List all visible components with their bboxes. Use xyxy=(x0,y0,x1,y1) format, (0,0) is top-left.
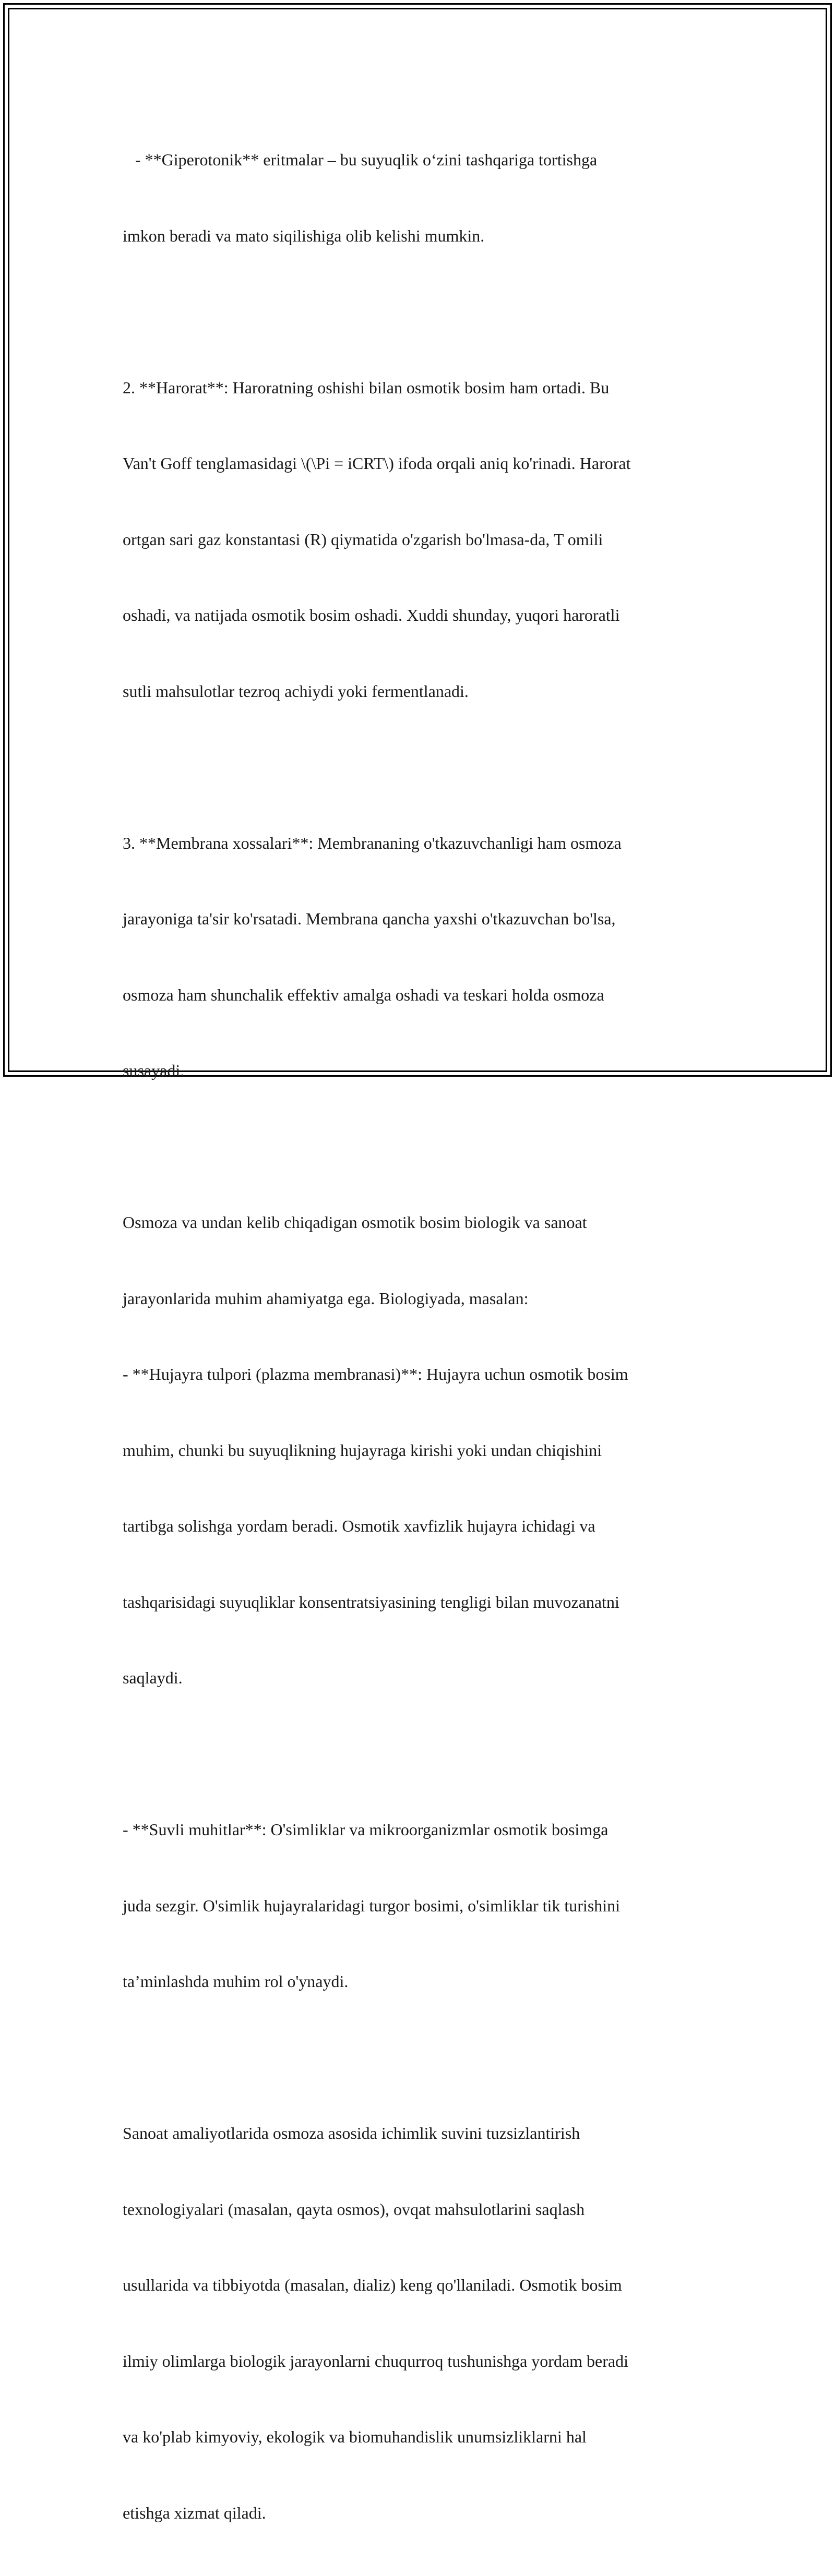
document-body xyxy=(123,97,723,2576)
text-line: 2. **Harorat**: Haroratning oshishi bilan osmotik bosim ham ortadi. Bu xyxy=(123,378,610,397)
text-line: osmoza ham shunchalik effektiv amalga oshadi va teskari holda osmoza xyxy=(123,985,604,1004)
text-line: etishga xizmat qiladi. xyxy=(123,2503,266,2522)
paragraph-aquatic xyxy=(123,1766,723,2045)
text-line: tashqarisidagi suyuqliklar konsentratsiyasining tengligi bilan muvozanatni xyxy=(123,1592,619,1611)
text-line: Sanoat amaliyotlarida osmoza asosida ichimlik suvini tuzsizlantirish xyxy=(123,2124,580,2142)
text-line: texnologiyalari (masalan, qayta osmos), ovqat mahsulotlarini saqlash xyxy=(123,2199,585,2219)
text-line: ilmiy olimlarga biologik jarayonlarni chuqurroq tushunishga yordam beradi xyxy=(123,2351,628,2370)
text-line: jarayoniga ta'sir ko'rsatadi. Membrana qancha yaxshi o'tkazuvchan bo'lsa, xyxy=(123,909,616,928)
text-line: tartibga solishga yordam beradi. Osmotik xavfizlik hujayra ichidagi va xyxy=(123,1516,595,1535)
text-line: - **Giperotonik** eritmalar – bu suyuqlik o‘zini tashqariga tortishga xyxy=(123,150,598,169)
text-line: - **Hujayra tulpori (plazma membranasi)**: Hujayra uchun osmotik bosim xyxy=(123,1365,628,1383)
text-line: - **Suvli muhitlar**: O'simliklar va mikroorganizmlar osmotik bosimga xyxy=(123,1820,609,1839)
text-line: Osmoza va undan kelib chiqadigan osmotik bosim biologik va sanoat xyxy=(123,1213,587,1232)
text-line: usullarida va tibbiyotda (masalan, dializ) keng qo'llaniladi. Osmotik bosim xyxy=(123,2276,622,2294)
text-line: juda sezgir. O'simlik hujayralaridagi turgor bosimi, o'simliklar tik turishini xyxy=(123,1896,621,1915)
text-line: Van't Goff tenglamasidagi \(\Pi = iCRT\) ifoda orqali aniq ko'rinadi. Harorat xyxy=(123,454,631,473)
text-line: muhim, chunki bu suyuqlikning hujayraga kirishi yoki undan chiqishini xyxy=(123,1440,602,1460)
text-line: oshadi, va natijada osmotik bosim oshadi. Xuddi shunday, yuqori haroratli xyxy=(123,606,620,624)
text-line: 3. **Membrana xossalari**: Membrananing o'tkazuvchanligi ham osmoza xyxy=(123,833,622,852)
text-line: sutli mahsulotlar tezroq achiydi yoki fermentlanadi. xyxy=(123,681,469,701)
text-line: imkon beradi va mato siqilishiga olib kelishi mumkin. xyxy=(123,226,485,245)
paragraph-industry xyxy=(123,2070,723,2576)
text-line: ortgan sari gaz konstantasi (R) qiymatida o'zgarish bo'lmasa-da, T omili xyxy=(123,529,603,549)
text-line: va ko'plab kimyoviy, ekologik va biomuhandislik unumsizliklarni hal xyxy=(123,2427,587,2446)
paragraph-hypertonic xyxy=(123,97,723,299)
text-line: ta’minlashda muhim rol o'ynaydi. xyxy=(123,1972,349,1991)
text-line: jarayonlarida muhim ahamiyatga ega. Biologiyada, masalan: xyxy=(123,1289,529,1308)
paragraph-temperature xyxy=(123,324,723,755)
paragraph-biology xyxy=(123,1159,723,1741)
text-line: saqlaydi. xyxy=(123,1668,183,1687)
paragraph-membrane xyxy=(123,780,723,1134)
text-line: susayadi. xyxy=(123,1061,185,1080)
